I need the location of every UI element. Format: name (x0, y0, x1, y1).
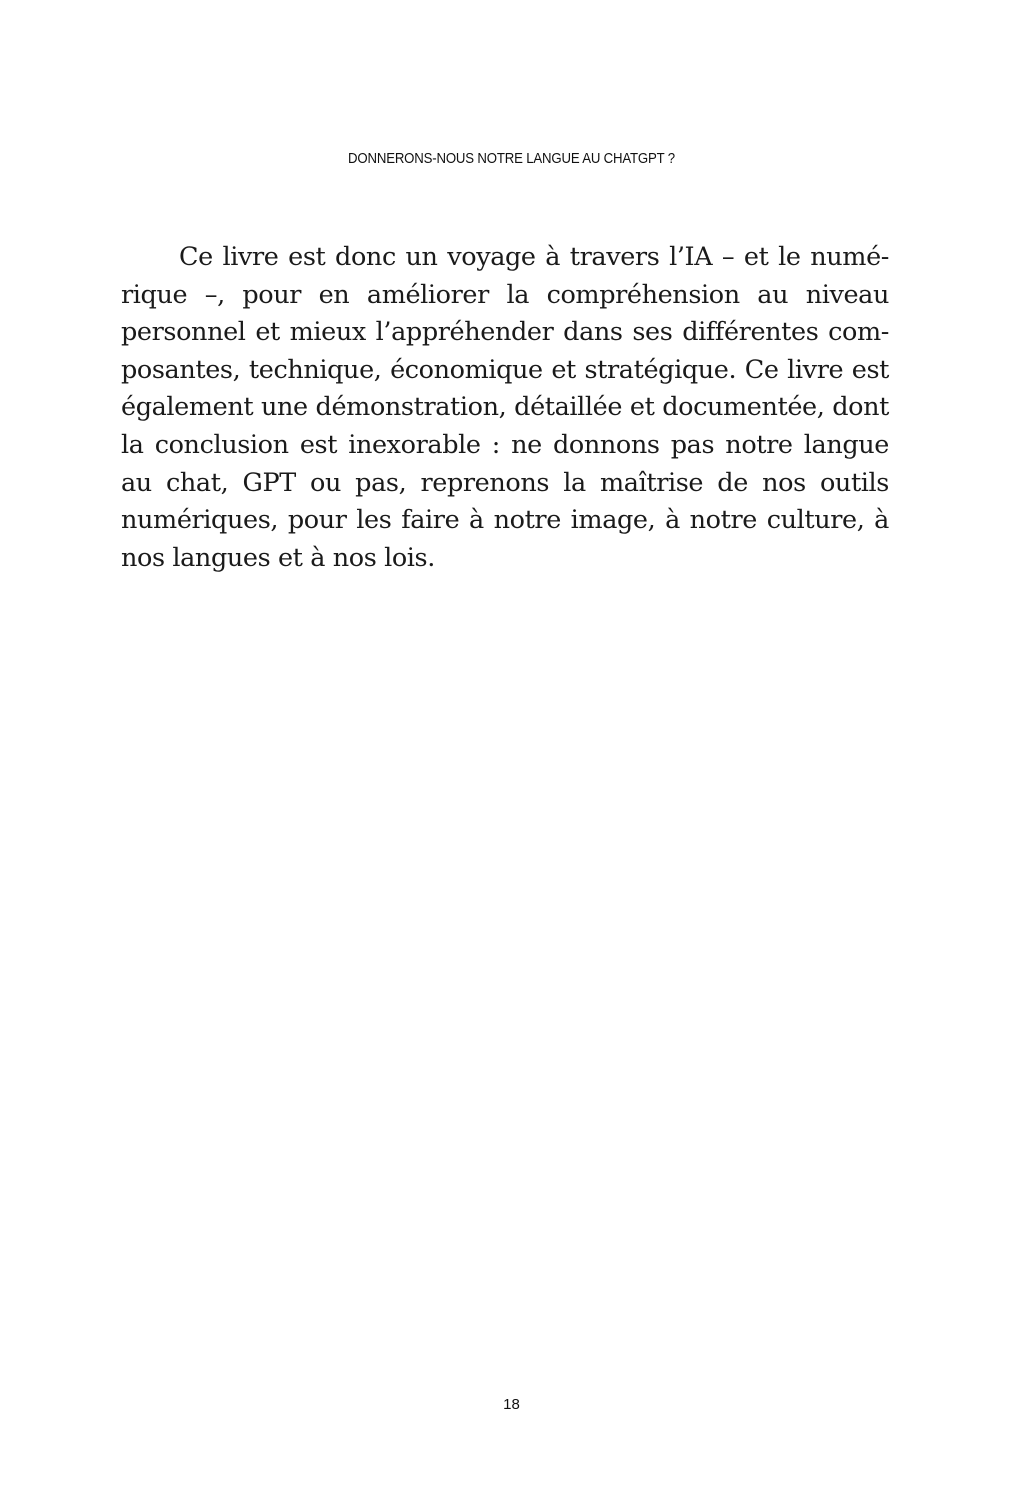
paragraph-line: nos langues et à nos lois. (121, 542, 435, 573)
paragraph-line: numériques, pour les faire à notre image, à notre culture, à (121, 505, 889, 536)
running-head: DONNERONS-NOUS NOTRE LANGUE AU CHATGPT ? (348, 150, 675, 167)
paragraph-line: également une démonstration, détaillée et documentée, dont (121, 392, 889, 423)
paragraph-line: personnel et mieux l’appréhender dans ses différentes com- (121, 317, 889, 348)
page-number: 18 (503, 1396, 520, 1413)
body-paragraph (121, 239, 889, 577)
paragraph-line: Ce livre est donc un voyage à travers l’IA – et le numé- (179, 242, 889, 272)
paragraph-line: au chat, GPT ou pas, reprenons la maîtrise de nos outils (121, 467, 889, 498)
paragraph-line: rique –, pour en améliorer la compréhension au niveau (121, 279, 889, 310)
paragraph-line: posantes, technique, économique et stratégique. Ce livre est (121, 354, 889, 385)
paragraph-line: la conclusion est inexorable : ne donnons pas notre langue (121, 429, 889, 460)
